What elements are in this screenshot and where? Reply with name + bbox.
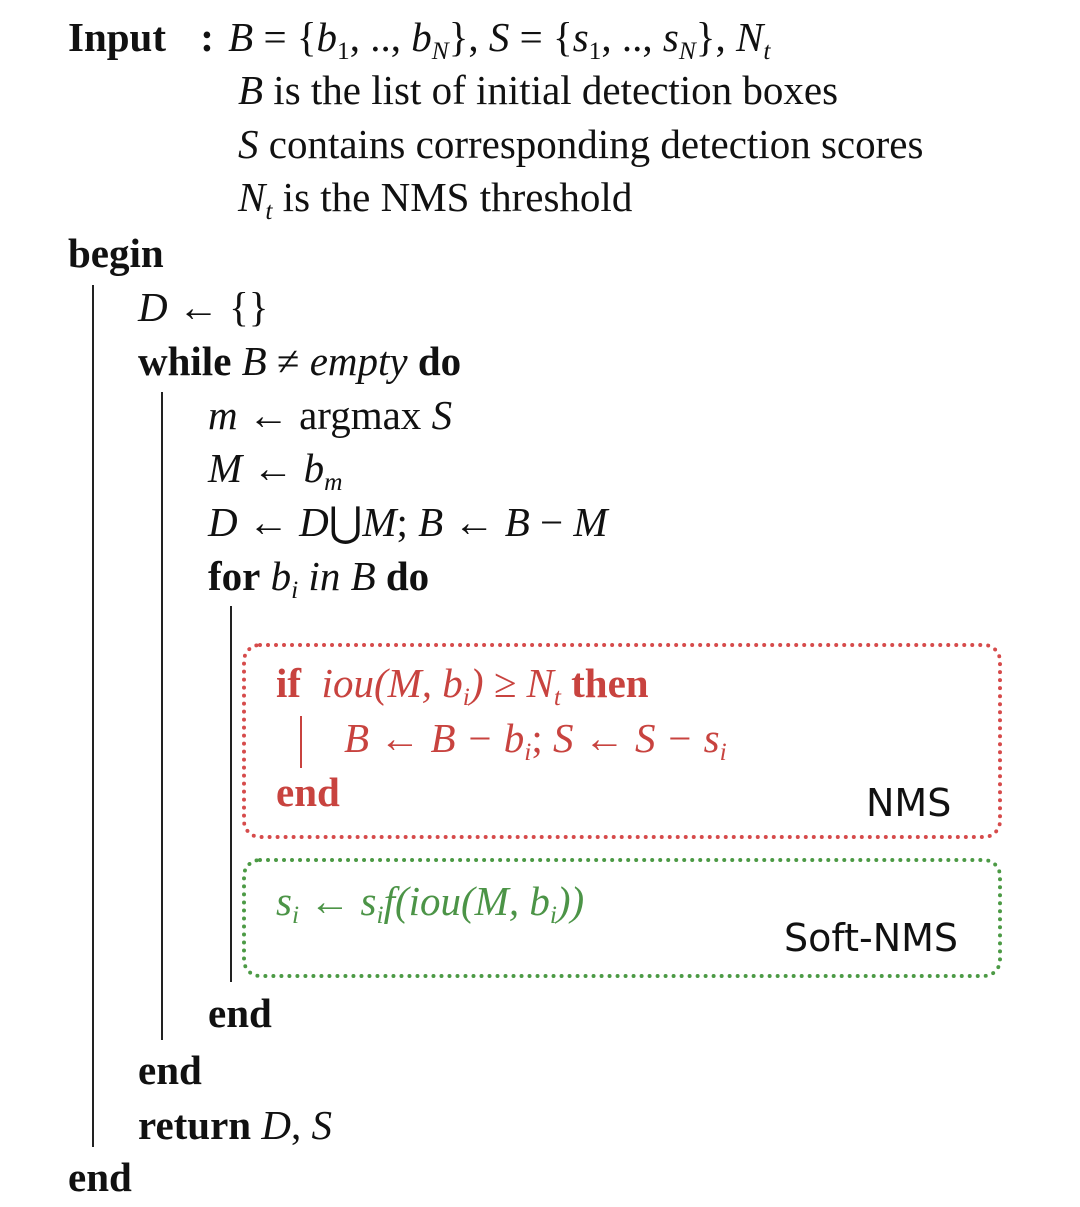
for-line: for bi in B do xyxy=(208,553,430,605)
nms-body-line: B ← B − bi; S ← S − si xyxy=(344,715,727,767)
input-signature: B = {b1, .., bN}, S = {s1, .., sN}, Nt xyxy=(228,14,771,66)
argmax-line: m ← argmax S xyxy=(208,392,453,438)
init-d-line: D ← {} xyxy=(138,284,269,330)
begin-block-bar xyxy=(92,285,94,1147)
end-main-keyword: end xyxy=(68,1154,132,1200)
input-colon: : xyxy=(200,14,214,60)
return-line: return D, S xyxy=(138,1102,332,1148)
soft-nms-tag: Soft-NMS xyxy=(784,916,959,960)
nms-if-line: if iou(M, bi) ≥ Nt then xyxy=(276,660,649,712)
input-keyword: Input xyxy=(68,14,167,60)
begin-keyword: begin xyxy=(68,230,164,276)
nms-tag: NMS xyxy=(866,781,952,825)
input-desc-scores: S contains corresponding detection scores xyxy=(238,121,924,167)
while-line: while B ≠ empty do xyxy=(138,338,462,384)
input-line xyxy=(68,12,770,68)
assign-m-line: M ← bm xyxy=(208,445,343,497)
input-desc-threshold: Nt is the NMS threshold xyxy=(238,174,633,226)
for-block-bar xyxy=(230,606,232,982)
nms-end-keyword: end xyxy=(276,769,340,815)
while-block-bar xyxy=(161,392,163,1040)
end-for-keyword: end xyxy=(208,990,272,1036)
update-d-line: D ← D⋃M; B ← B − M xyxy=(208,499,608,545)
input-desc-boxes: B is the list of initial detection boxes xyxy=(238,67,839,113)
end-while-keyword: end xyxy=(138,1047,202,1093)
nms-if-block-bar xyxy=(300,716,302,768)
soft-nms-line: si ← sif(iou(M, bi)) xyxy=(276,878,585,930)
